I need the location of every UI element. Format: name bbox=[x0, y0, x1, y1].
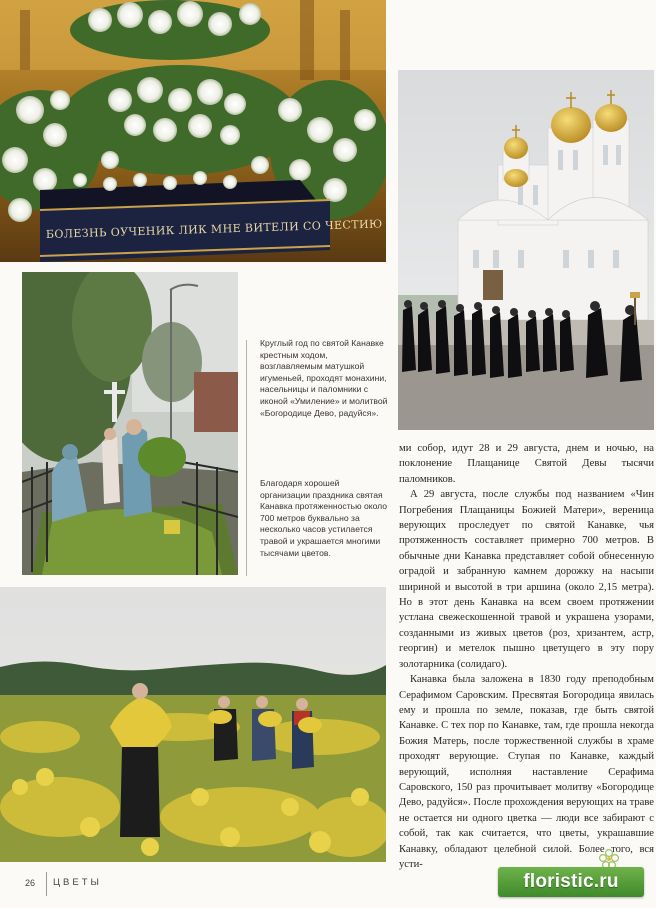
footer-divider bbox=[46, 872, 47, 896]
cathedral-procession-photo bbox=[398, 70, 654, 430]
goldenrod-field-photo bbox=[0, 587, 386, 862]
caption-organization: Благодаря хорошей организации праздника святая Канавка протяженностью около 700 метров буквально за несколько часов устилается травой и украшается многими тысячами цветов. bbox=[260, 478, 388, 558]
caption-procession: Круглый год по святой Канавке крестным ходом, возглавляемым матушкой игуменьей, проходят монахини, насельницы и паломники с иконой «Умиление» и молитвой «Богородице Дево, радуйся». bbox=[260, 338, 388, 418]
watermark-text: floristic.ru bbox=[523, 871, 619, 892]
floristic-watermark-logo[interactable] bbox=[498, 867, 644, 897]
article-paragraph: Канавка была заложена в 1830 году преподобным Серафимом Саровским. Пресвятая Богородица явилась ему и прошла по земле, показав, где быть святой Канавке. С тех пор по Канавке, там, где прошла некогда Божия Матерь, после торжественной службы в храме проходят верующие. Ступая по Канавке, каждый верующий, исполняя наставление Серафима Саровского, 150 раз прочитывает молитву «Богородице Дево, радуйся». После прохождения верующих на траве не остается ни одного цветка — люди все забирают с собой, так как считается, что цветы, украшавшие Канавку, обладают целебной силой. Более того, вся усти- bbox=[399, 674, 654, 870]
shroud-flowers-photo bbox=[0, 0, 386, 262]
shroud-inscription: БОЛЕЗНЬ ОУЧЕНИК ЛИК МНЕ ВИТЕЛИ СО ЧЕСТИЮ bbox=[45, 217, 383, 241]
article-paragraph: А 29 августа, после службы под названием «Чин Погребения Плащаницы Божией Матери», вереница верующих проследует по святой Канавке, чья протяженность составляет примерно 700 метров. В обычные дни Канавка представляет собой обнесенную оградой и забранную камнем дорожку на насыпи шириной и высотой в три аршина (около 2,15 метра). Но в этот день Канавка на всем своем протяжении устлана свежескошенной травой и украшена узорами, созданными из живых цветов (роз, хризантем, астр, георгин) и метелок пышно цветущего в эту пору золотарника (солидаго). bbox=[399, 489, 654, 670]
canal-grass-photo bbox=[22, 272, 238, 575]
magazine-title: ЦВЕТЫ bbox=[53, 877, 102, 888]
caption-divider bbox=[246, 340, 247, 576]
page-number: 26 bbox=[25, 878, 36, 888]
article-body bbox=[399, 441, 654, 872]
article-paragraph: ми собор, идут 28 и 29 августа, днем и ночью, на поклонение Плащанице Святой Девы тысячи паломников. bbox=[399, 443, 654, 485]
